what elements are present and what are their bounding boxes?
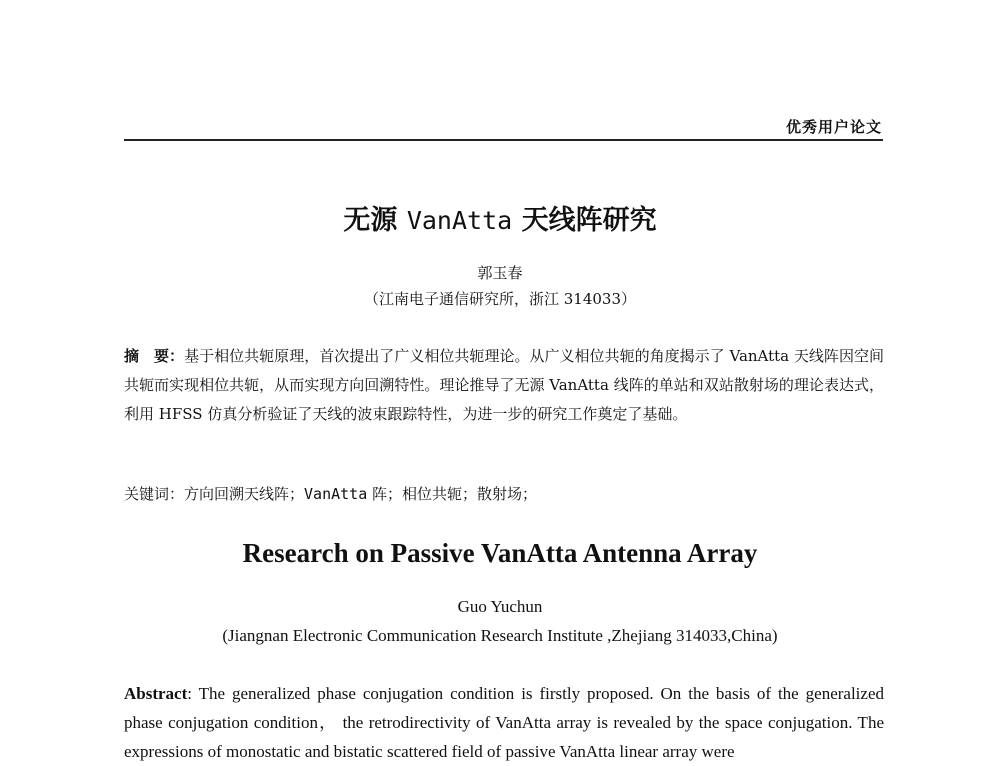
author-en: Guo Yuchun	[457, 597, 543, 616]
abstract-en	[124, 679, 884, 766]
header-tag: 优秀用户论文	[785, 118, 882, 136]
title-cn-suffix: 天线阵研究	[512, 205, 657, 236]
abstract-en-label: Abstract	[124, 684, 188, 703]
abstract-en-text: : The generalized phase conjugation condition is firstly proposed. On the basis of the generalized phase conjugation condition， the retrodirectivity of VanAtta array is revealed by the space conjugation. The expressions of monostatic and bistatic scattered field of passive VanAtta linear array were	[124, 684, 884, 761]
keywords-cn-mono: VanAtta	[304, 485, 368, 503]
abstract-cn-label: 摘 要：	[124, 347, 185, 365]
abstract-cn-text: 基于相位共轭原理，首次提出了广义相位共轭理论。从广义相位共轭的角度揭示了 VanAtta 天线阵因空间共轭而实现相位共轭，从而实现方向回溯特性。理论推导了无源 VanAtta 线阵的单站和双站散射场的理论表达式，利用 HFSS 仿真分析验证了天线的波束跟踪特性，为进一步的研究工作奠定了基础。	[124, 347, 884, 423]
affiliation-cn: （江南电子通信研究所，浙江 314033）	[363, 290, 637, 308]
keywords-cn-part1: 方向回溯天线阵；	[184, 485, 305, 503]
abstract-cn	[124, 342, 884, 429]
affiliation-en: (Jiangnan Electronic Communication Research Institute ,Zhejiang 314033,China)	[222, 626, 778, 645]
keywords-cn-part2: 阵；相位共轭；散射场；	[367, 485, 538, 503]
title-cn	[0, 198, 1000, 237]
title-cn-prefix: 无源	[343, 205, 407, 236]
title-en: Research on Passive VanAtta Antenna Array	[242, 538, 758, 568]
title-cn-mono: VanAtta	[406, 206, 513, 235]
author-cn: 郭玉春	[477, 264, 523, 282]
keywords-cn	[124, 483, 537, 504]
header-rule	[124, 139, 883, 141]
keywords-cn-label: 关键词：	[124, 485, 185, 503]
